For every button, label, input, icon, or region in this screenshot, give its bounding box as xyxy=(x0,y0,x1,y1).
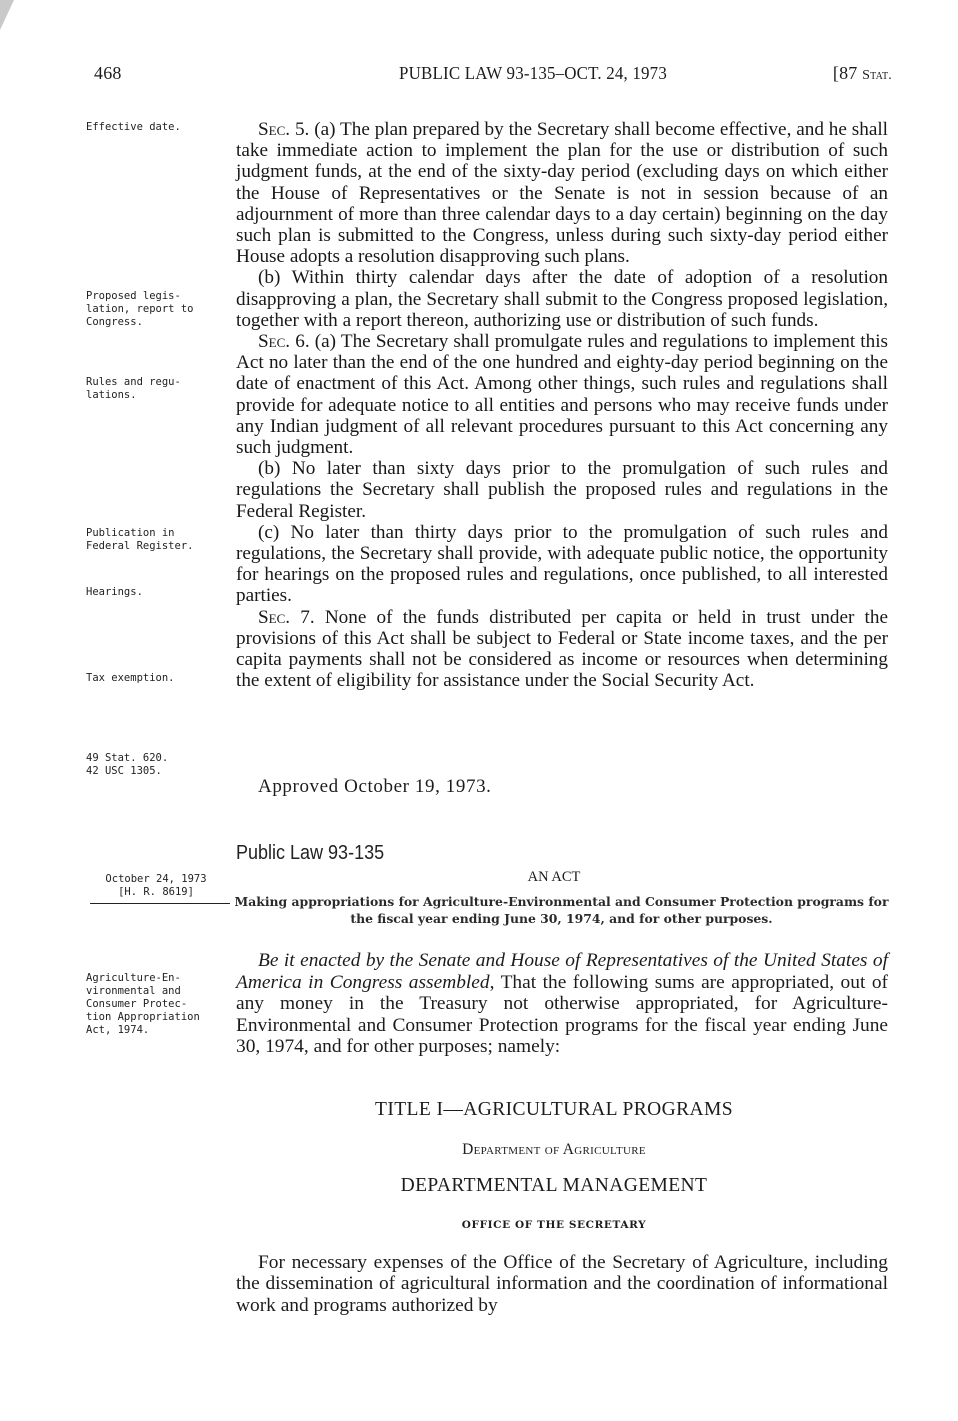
margin-note-effective-date: Effective date. xyxy=(86,121,181,133)
enacting-clause xyxy=(236,950,888,1058)
margin-note-proposed-legislation: Proposed legis- lation, report to Congress. xyxy=(86,290,194,328)
act-purpose: Making appropriations for Agriculture-Environmental and Consumer Protection programs for the fiscal year ending June 30, 1974, and for other purposes. xyxy=(234,894,889,926)
sec6c-paragraph: (c) No later than thirty days prior to the promulgation of such rules and regulations, the Secretary shall provide, with adequate public notice, the opportunity for hearings on the proposed rules and regulations, once published, to all interested parties. xyxy=(236,521,888,607)
final-paragraph: For necessary expenses of the Office of the Secretary of Agriculture, including the dissemination of agricultural information and the coordination of informational work and programs authorized by xyxy=(236,1252,888,1316)
margin-note-hearings: Hearings. xyxy=(86,586,143,598)
sec7-paragraph: Sec. 7. None of the funds distributed per capita or held in trust under the provisions of this Act shall be subject to Federal or State income taxes, and the per capita payments shall not be considered as income or resources when determining the extent of eligibility for assistance under the Social Security Act. xyxy=(236,606,888,692)
margin-note-publication: Publication in Federal Register. xyxy=(86,527,194,552)
sec6b-paragraph: (b) No later than sixty days prior to the promulgation of such rules and regulations the Secretary shall publish the proposed rules and regulations in the Federal Register. xyxy=(236,458,888,522)
approval-date: Approved October 19, 1973. xyxy=(258,776,492,797)
sec5a-paragraph: Sec. 5. (a) The plan prepared by the Secretary shall become effective, and he shall take immediate action to implement the plan for the use or distribution of such judgment funds, at the end of the sixty-day period (excluding days on which either the House of Representatives or the Senate is not in session because of an adjournment of more than three calendar days to a day certain) beginning on the day such plan is submitted to the Congress, unless during such sixty-day period either House adopts a resolution disapproving such plans. xyxy=(236,119,888,268)
running-title: PUBLIC LAW 93-135–OCT. 24, 1973 xyxy=(399,63,667,83)
sec6a-paragraph: Sec. 6. (a) The Secretary shall promulgate rules and regulations to implement this Act no later than the end of the one hundred and eighty-day period beginning on the date of enactment of this Act. Among other things, such rules and regulations shall provide for adequate notice to all entities and persons who may receive funds under any Indian judgment of all relevant procedures pursuant to this Act concerning any such judgment. xyxy=(236,331,889,459)
margin-note-rules: Rules and regu- lations. xyxy=(86,376,181,401)
body-sections xyxy=(236,119,888,691)
page-corner-shadow xyxy=(0,0,14,30)
department-heading: Department of Agriculture xyxy=(462,1141,646,1158)
enacting-rest: , That the following sums are appropriated, out of any money in the Treasury not otherwise appropriated, for Agriculture-Environmental and Consumer Protection programs for the fiscal year ending June 30, 1974, and for other purposes; namely: xyxy=(236,971,888,1058)
sec5b-paragraph: (b) Within thirty calendar days after the date of adoption of a resolution disapproving a plan, the Secretary shall submit to the Congress proposed legislation, together with a report thereon, authorizing use or distribution of such funds. xyxy=(236,267,888,331)
management-heading: DEPARTMENTAL MANAGEMENT xyxy=(400,1175,708,1196)
margin-note-act-name: Agriculture-En- vironmental and Consumer Protec- tion Appropriation Act, 1974. xyxy=(86,972,200,1036)
office-heading: OFFICE OF THE SECRETARY xyxy=(461,1219,647,1231)
margin-rule xyxy=(90,903,230,904)
public-law-title: Public Law 93-135 xyxy=(236,842,385,864)
running-header xyxy=(94,63,892,93)
margin-note-tax-exemption: Tax exemption. xyxy=(86,672,175,684)
title-heading: TITLE I—AGRICULTURAL PROGRAMS xyxy=(375,1099,733,1120)
an-act-heading: AN ACT xyxy=(527,869,581,885)
page-number: 468 xyxy=(94,63,122,83)
margin-note-bill: October 24, 1973 [H. R. 8619] xyxy=(105,873,207,898)
enacting-italic: Be it enacted by the Senate and House of Representatives of the United States of America in Congress assembled xyxy=(236,950,888,993)
statute-volume: [87 Stat. xyxy=(832,63,892,83)
margin-note-citations: 49 Stat. 620. 42 USC 1305. xyxy=(86,752,169,777)
